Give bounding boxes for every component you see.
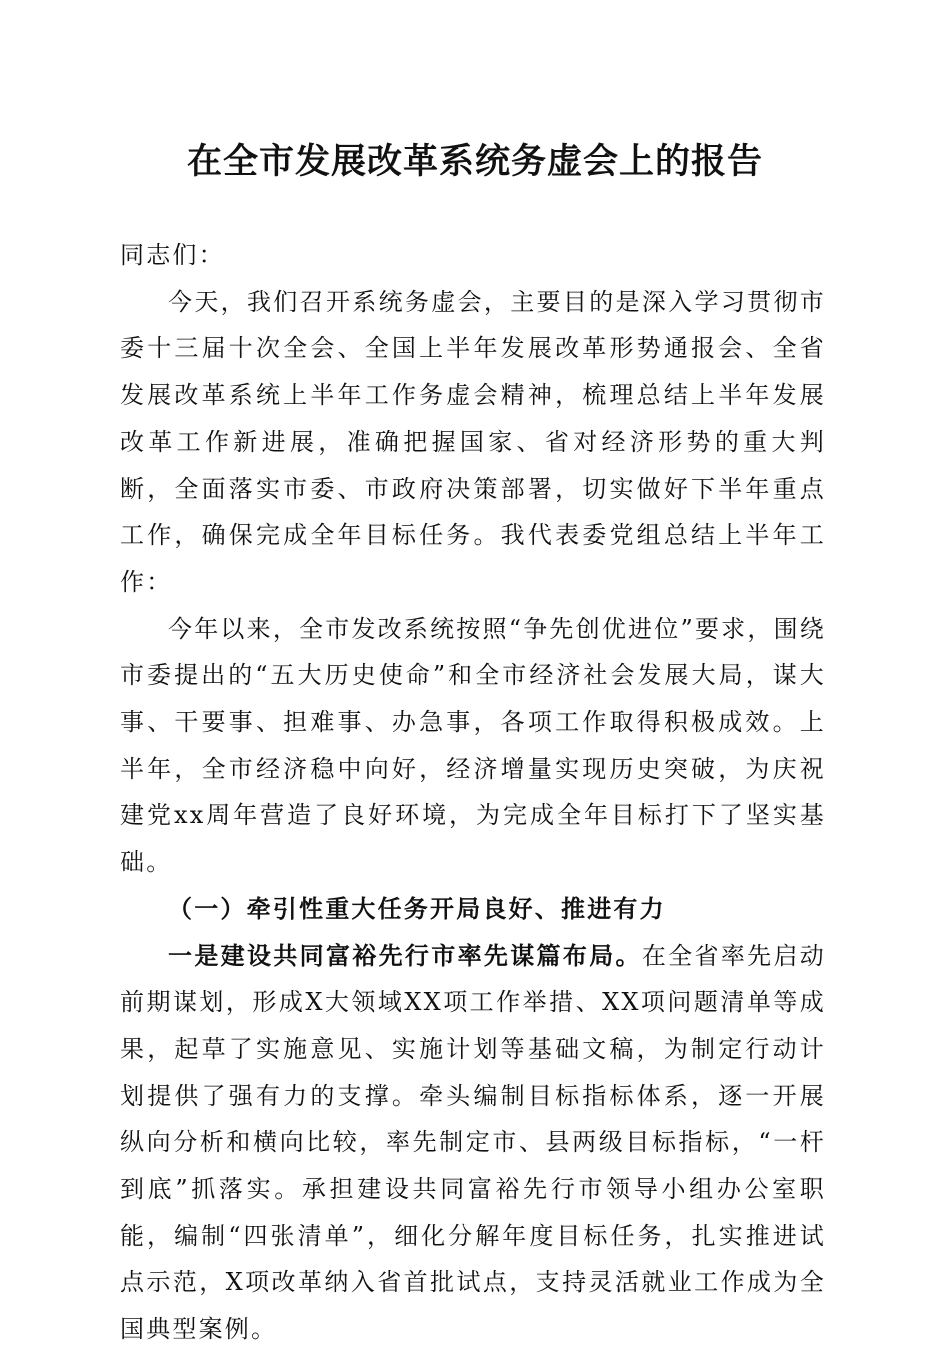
item-lead: 一是建设共同富裕先行市率先谋篇布局。 <box>168 940 642 970</box>
salutation: 同志们： <box>120 241 225 269</box>
document-body <box>120 232 826 1353</box>
paragraph-intro: 今天，我们召开系统务虚会，主要目的是深入学习贯彻市委十三届十次全会、全国上半年发展改革形势通报会、全省发展改革系统上半年工作务虚会精神，梳理总结上半年发展改革工作新进展，准确把握国家、省对经济形势的重大判断，全面落实市委、市政府决策部署，切实做好下半年重点工作，确保完成全年目标任务。我代表委党组总结上半年工作： <box>120 287 826 596</box>
section-heading: （一）牵引性重大任务开局良好、推进有力 <box>168 893 666 923</box>
item-body: 在全省率先启动前期谋划，形成X大领域XX项工作举措、XX项问题清单等成果，起草了实施意见、实施计划等基础文稿，为制定行动计划提供了强有力的支撑。牵头编制目标指标体系，逐一开展纵向分析和横向比较，率先制定市、县两级目标指标，“一杆到底”抓落实。承担建设共同富裕先行市领导小组办公室职能，编制“四张清单”，细化分解年度目标任务，扎实推进试点示范，X项改革纳入省首批试点，支持灵活就业工作成为全国典型案例。 <box>120 941 826 1344</box>
document-title: 在全市发展改革系统务虚会上的报告 <box>186 141 763 182</box>
paragraph-overview: 今年以来，全市发改系统按照“争先创优进位”要求，围绕市委提出的“五大历史使命”和全市经济社会发展大局，谋大事、干要事、担难事、办急事，各项工作取得积极成效。上半年，全市经济稳中向好，经济增量实现历史突破，为庆祝建党xx周年营造了良好环境，为完成全年目标打下了坚实基础。 <box>120 614 826 877</box>
paragraph-item-one <box>120 933 826 1353</box>
